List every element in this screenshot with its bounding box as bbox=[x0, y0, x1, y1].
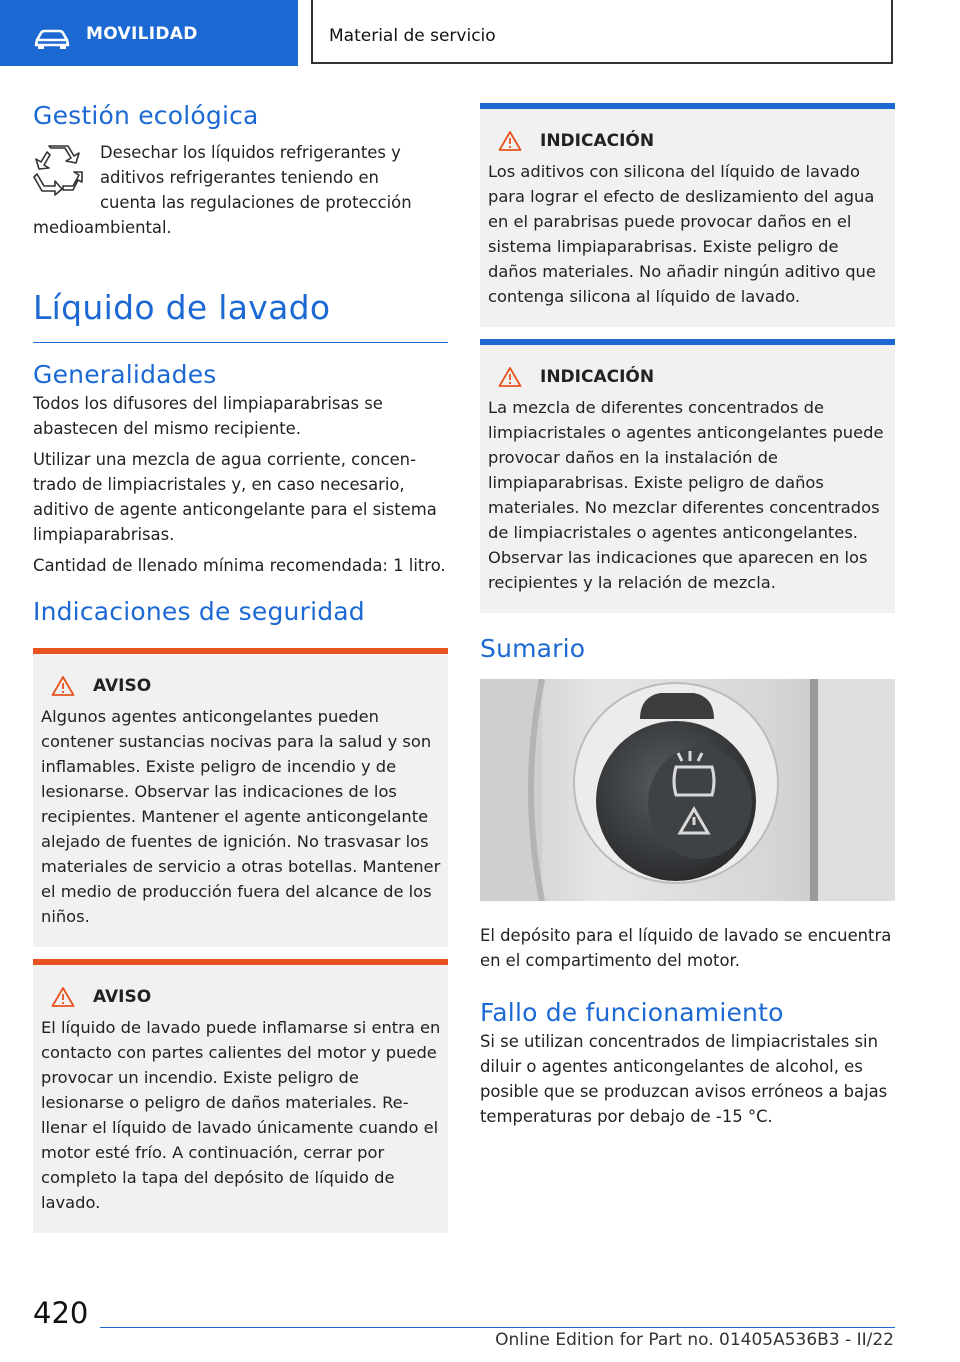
section-tab-movilidad[interactable] bbox=[0, 0, 298, 66]
warning-title: AVISO bbox=[93, 676, 152, 696]
warning-text: El líquido de lavado puede inflamarse si entra en contacto con partes calientes del motor y puede provocar un incendio. Existe peligro de lesionarse o peligro de daños materiales. Rellenar el líquido de lavado únicamente cuando el motor esté frío. A continuación, cerrar por completo la tapa del depósito de líquido de lavado. bbox=[41, 1018, 441, 1212]
warning-title: AVISO bbox=[93, 987, 152, 1007]
eco-heading: Gestión ecológica bbox=[33, 101, 259, 130]
note-box-1 bbox=[480, 103, 895, 327]
warning-triangle-icon bbox=[51, 675, 75, 697]
general-paragraph-2: Utilizar una mezcla de agua corriente, concentrado de limpiacristales y, en caso necesario, aditivo de agente anticongelante para el sistema limpiaparabrisas. bbox=[33, 450, 437, 544]
page-header bbox=[0, 0, 960, 66]
note-title: INDICACIÓN bbox=[540, 131, 655, 151]
warning-triangle-icon bbox=[498, 366, 522, 388]
note-text: La mezcla de diferentes concentrados de limpiacristales o agentes anticongelantes puede provocar daños en la instalación de limpiaparabrisas. Existe peligro de daños materiales. No mezclar diferentes concentrados de limpiacristales o agentes anticongelantes. Observar las indicaciones que aparecen en los recipientes y la relación de mezcla. bbox=[488, 398, 884, 592]
warning-box-1 bbox=[33, 648, 448, 947]
left-column bbox=[33, 100, 448, 1233]
eco-line-2: aditivos refrigerantes teniendo en bbox=[100, 168, 379, 187]
section-tab-label: MOVILIDAD bbox=[86, 24, 198, 44]
washer-reservoir-photo bbox=[480, 679, 895, 901]
recycle-icon bbox=[33, 144, 83, 196]
warning-text: Algunos agentes anticongelantes pueden contener sustancias nocivas para la salud y son inflamables. Existe peligro de incendio y de lesionarse. Observar las indicaciones de los recipientes. Mantener el agente anticongelante alejado de fuentes de ignición. No trasvasar los materiales de servicio a otras botellas. Mantener el medio de producción fuera del alcance de los niños. bbox=[41, 707, 441, 926]
washer-reservoir-illustration bbox=[480, 679, 895, 901]
footer-rule bbox=[100, 1327, 895, 1328]
summary-heading: Sumario bbox=[480, 634, 586, 663]
car-icon bbox=[34, 28, 70, 50]
warning-triangle-icon bbox=[498, 130, 522, 152]
page-title: Líquido de lavado bbox=[33, 288, 331, 327]
note-title: INDICACIÓN bbox=[540, 367, 655, 387]
footer-edition: Online Edition for Part no. 01405A536B3 - II/22 bbox=[495, 1330, 894, 1350]
eco-line-3: cuenta las regulaciones de protección bbox=[100, 193, 412, 212]
chapter-tab-label: Material de servicio bbox=[329, 26, 496, 46]
right-column bbox=[480, 103, 895, 1129]
chapter-tab[interactable] bbox=[311, 0, 893, 64]
safety-heading: Indicaciones de seguridad bbox=[33, 597, 365, 626]
page-number: 420 bbox=[33, 1296, 89, 1330]
fault-heading: Fallo de funcionamiento bbox=[480, 998, 784, 1027]
warning-triangle-icon bbox=[51, 986, 75, 1008]
note-box-2 bbox=[480, 339, 895, 613]
warning-box-2 bbox=[33, 959, 448, 1233]
eco-line-1: Desechar los líquidos refrigerantes y bbox=[100, 143, 401, 162]
fault-text: Si se utilizan concentrados de limpiacristales sin diluir o agentes anticongelantes de alcohol, es posible que se produzcan avisos erróneos a bajas temperaturas por debajo de -15 °C. bbox=[480, 1032, 888, 1126]
summary-text: El depósito para el líquido de lavado se encuentra en el compartimento del motor. bbox=[480, 926, 892, 970]
eco-line-4: medioambiental. bbox=[33, 218, 172, 237]
general-paragraph-3: Cantidad de llenado mínima recomendada: 1 litro. bbox=[33, 556, 446, 575]
general-heading: Generalidades bbox=[33, 360, 217, 389]
general-paragraph-1: Todos los difusores del limpiaparabrisas se abastecen del mismo recipiente. bbox=[33, 394, 383, 438]
note-text: Los aditivos con silicona del líquido de lavado para lograr el efecto de deslizamiento del agua en el parabrisas puede provocar daños en el sistema limpiaparabrisas. Existe peligro de daños materiales. No añadir ningún aditivo que contenga silicona al líquido de lavado. bbox=[488, 162, 876, 306]
eco-block bbox=[33, 140, 448, 240]
